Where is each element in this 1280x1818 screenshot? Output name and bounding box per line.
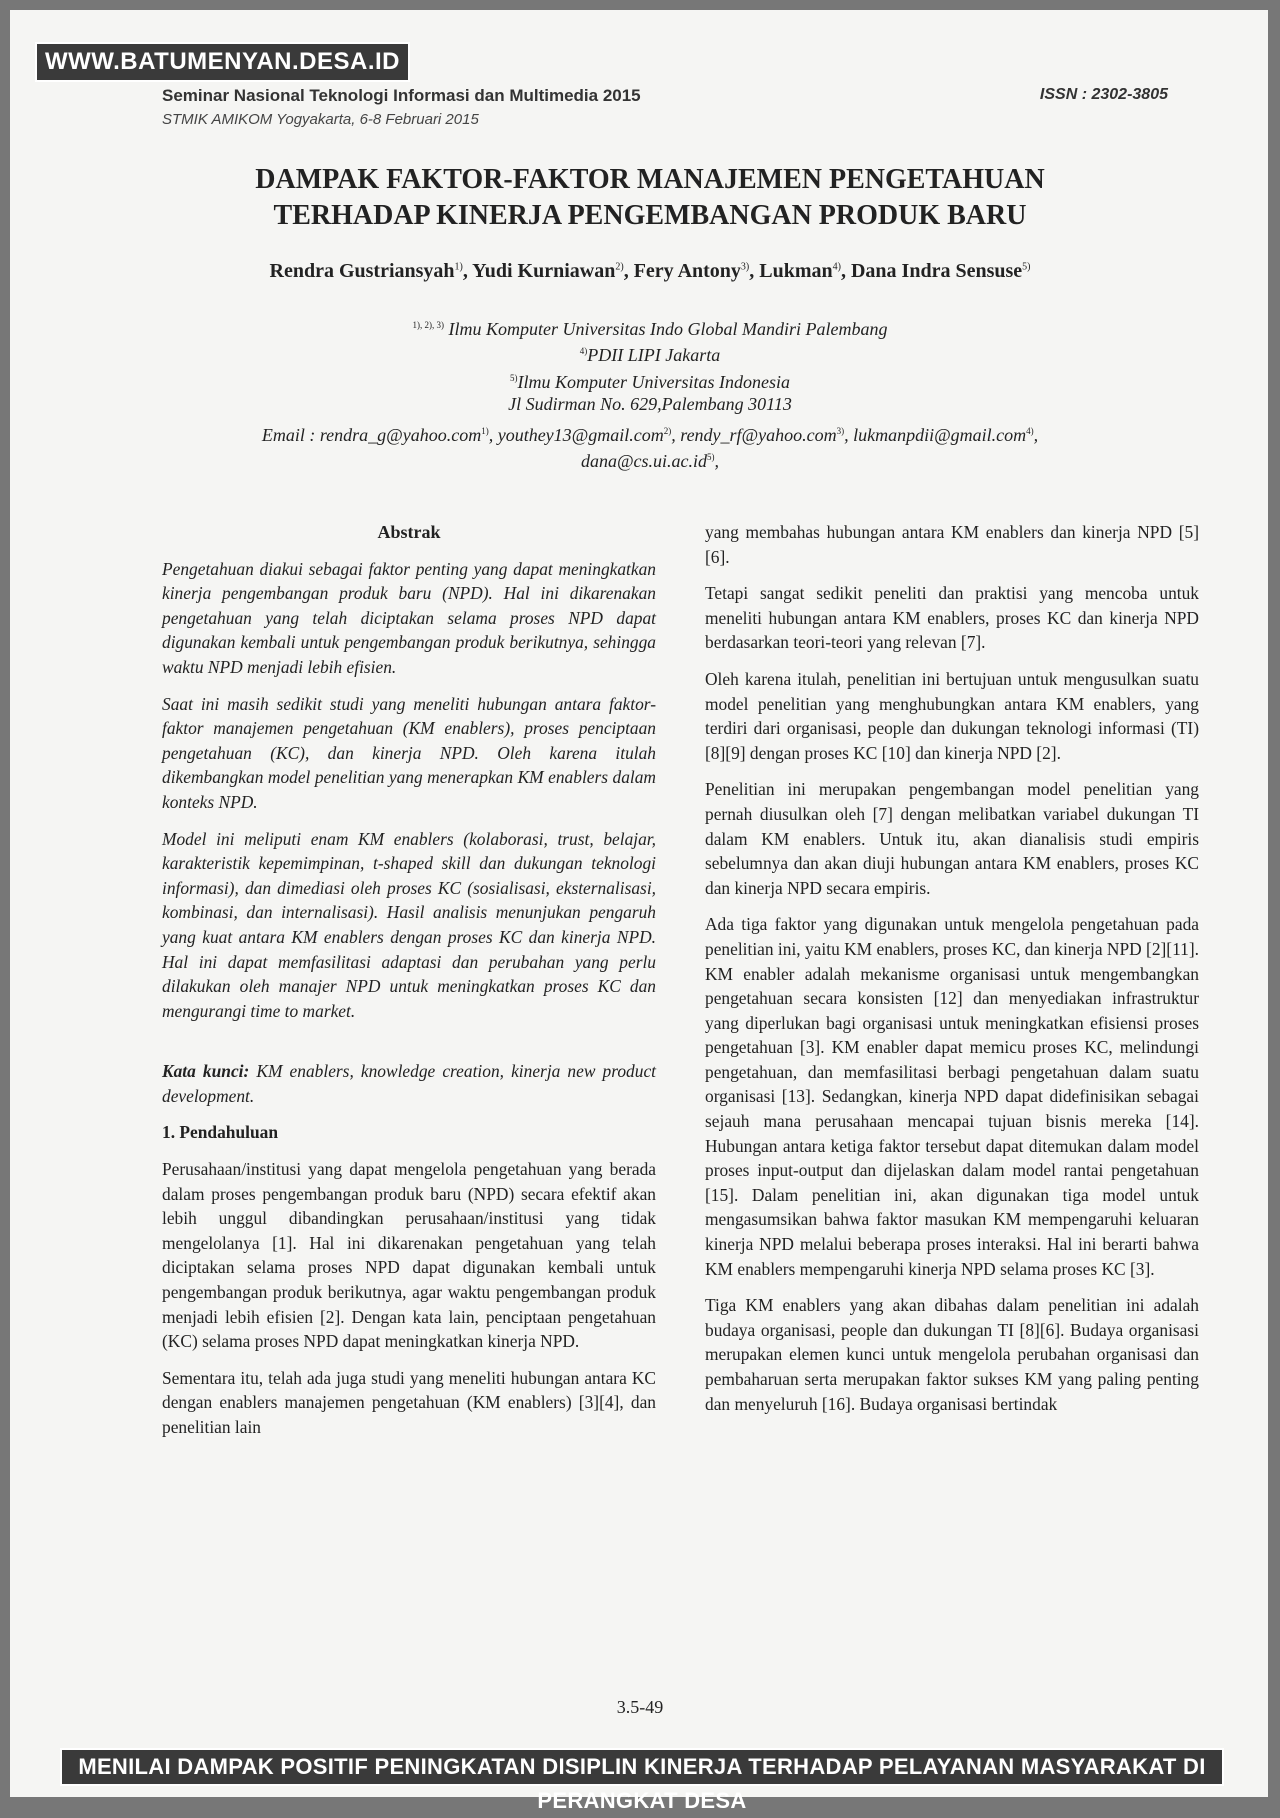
keywords: [162, 1059, 656, 1108]
author-name: Rendra Gustriansyah: [269, 260, 455, 282]
email-sep: ,: [1033, 425, 1039, 445]
body-paragraph: Sementara itu, telah ada juga studi yang meneliti hubungan antara KC dengan enablers manajemen pengetahuan (KM enablers) [3][4], dan penelitian lain: [162, 1367, 656, 1437]
page-number: 3.5-49: [616, 1697, 664, 1717]
left-column: [162, 520, 656, 1452]
affil-text: PDII LIPI Jakarta: [587, 345, 721, 365]
caption-banner: MENILAI DAMPAK POSITIF PENINGKATAN DISIPLIN KINERJA TERHADAP PELAYANAN MASYARAKAT DI PERANGKAT DESA: [60, 1748, 1224, 1786]
author-name: Fery Antony: [633, 260, 741, 282]
email-sep: ,: [714, 451, 720, 471]
author-sep: ,: [462, 260, 473, 282]
title-line-2: TERHADAP KINERJA PENGEMBANGAN PRODUK BARU: [273, 200, 1027, 231]
affil-text: Ilmu Komputer Universitas Indonesia: [517, 372, 790, 392]
author-list: [150, 260, 1150, 283]
affiliation-2: [150, 338, 1150, 368]
abstract-paragraph: Saat ini masih sedikit studi yang meneliti hubungan antara faktor-faktor manajemen pengetahuan (KM enablers), proses penciptaan pengetahuan (KC), dan kinerja NPD. Oleh karena itulah dikembangkan model penelitian yang menerapkan KM enablers dalam konteks NPD.: [162, 693, 656, 812]
email-sup: 1): [481, 426, 489, 436]
affil-sup: 4): [579, 346, 588, 356]
email-sup: 5): [707, 452, 715, 462]
conference-venue: STMIK AMIKOM Yogyakarta, 6-8 Februari 2015: [162, 111, 479, 128]
document-page: [10, 10, 1268, 1797]
keywords-text: KM enablers, knowledge creation, kinerja new product development.: [162, 1061, 656, 1106]
body-paragraph: Penelitian ini merupakan pengembangan model penelitian yang pernah diusulkan oleh [7] dengan melibatkan variabel dukungan TI dalam KM enablers. Untuk itu, akan dianalisis studi empiris sebelumnya dan akan diuji hubungan antara KM enablers, proses KC dan kinerja NPD secara empiris.: [705, 779, 1199, 898]
affil-sup: 5): [510, 373, 518, 383]
abstract-heading: Abstrak: [377, 522, 441, 542]
issn: ISSN : 2302-3805: [1039, 86, 1168, 103]
author-sup: 5): [1022, 261, 1031, 273]
email-sup: 2): [663, 426, 672, 436]
author-sep: ,: [749, 260, 760, 282]
author-sep: ,: [840, 260, 851, 282]
author-name: Yudi Kurniawan: [472, 260, 616, 282]
author-sup: 4): [832, 261, 841, 273]
email[interactable]: , youthey13@gmail.com: [488, 425, 664, 445]
section-heading: 1. Pendahuluan: [162, 1122, 278, 1143]
abstract-paragraph: Pengetahuan diakui sebagai faktor penting yang dapat meningkatkan kinerja pengembangan produk baru (NPD). Hal ini dikarenakan pengetahuan yang telah diciptakan selama proses NPD dapat digunakan kembali untuk pengembangan produk berikutnya, sehingga waktu NPD menjadi lebih efisien.: [162, 558, 656, 677]
email-sup: 4): [1026, 426, 1034, 436]
affiliation-address: Jl Sudirman No. 629,Palembang 30113: [508, 394, 792, 414]
author-sup: 2): [615, 261, 624, 273]
conference-name: Seminar Nasional Teknologi Informasi dan Multimedia 2015: [162, 86, 641, 105]
watermark-badge[interactable]: WWW.BATUMENYAN.DESA.ID: [35, 42, 410, 82]
body-paragraph: Perusahaan/institusi yang dapat mengelola pengetahuan yang berada dalam proses pengembangan produk baru (NPD) secara efektif akan lebih unggul dibandingkan perusahaan/institusi yang tidak mengelolanya [1]. Hal ini dikarenakan pengetahuan yang telah diciptakan selama proses NPD dapat digunakan kembali untuk pengembangan produk berikutnya, agar waktu pengembangan produk menjadi lebih efisien [2]. Dengan kata lain, penciptaan pengetahuan (KC) selama proses NPD dapat meningkatkan kinerja NPD.: [162, 1159, 656, 1352]
body-paragraph: yang membahas hubungan antara KM enablers dan kinerja NPD [5][6].: [705, 522, 1199, 567]
affil-text: Ilmu Komputer Universitas Indo Global Mandiri Palembang: [444, 319, 888, 339]
paper-title: [150, 162, 1150, 234]
author-sup: 1): [454, 261, 463, 273]
body-paragraph: Ada tiga faktor yang digunakan untuk mengelola pengetahuan pada penelitian ini, yaitu KM enablers, proses KC, dan kinerja NPD [2][11]. KM enabler adalah mekanisme organisasi untuk mengembangkan pengetahuan secara konsisten [12] dan menyediakan infrastruktur yang diperlukan bagi organisasi untuk meningkatkan efisiensi proses pengetahuan [3]. KM enabler dapat memicu proses KC, melindungi pengetahuan, dan memfasilitasi berbagi pengetahuan dalam suatu organisasi [13]. Sedangkan, kinerja NPD dapat didefinisikan sebagai sejauh mana perusahaan mencapai tujuan bisnis mereka [14]. Hubungan antara ketiga faktor tersebut dapat ditemukan dalam model proses input-output dan dijelaskan dalam model rantai pengetahuan [15]. Dalam penelitian ini, akan digunakan tiga model untuk mengasumsikan bahwa faktor masukan KM mempengaruhi keluaran kinerja NPD melalui beberapa proses interaksi. Hal ini berarti bahwa KM enablers mempengaruhi kinerja NPD selama proses KC [3].: [705, 914, 1199, 1279]
email[interactable]: , lukmanpdii@gmail.com: [844, 425, 1027, 445]
abstract-paragraph: Model ini meliputi enam KM enablers (kolaborasi, trust, belajar, karakteristik kepemimpinan, t-shaped skill dan dukungan teknologi informasi), dan dimediasi oleh proses KC (sosialisasi, eksternalisasi, kombinasi, dan internalisasi). Hasil analisis menunjukan pengaruh yang kuat antara KM enablers dengan proses KC dan kinerja NPD. Hal ini dapat memfasilitasi adaptasi dan perubahan yang perlu dilakukan oleh manajer NPD untuk meningkatkan proses KC dan mengurangi time to market.: [162, 828, 656, 1021]
author-sup: 3): [740, 261, 750, 273]
keywords-label: Kata kunci:: [162, 1061, 250, 1082]
body-paragraph: Tiga KM enablers yang akan dibahas dalam penelitian ini adalah budaya organisasi, people dan dukungan TI [8][6]. Budaya organisasi merupakan elemen kunci untuk mengelola perubahan organisasi dan pembaharuan serta merupakan faktor sukses KM yang paling penting dan menyeluruh [16]. Budaya organisasi bertindak: [705, 1295, 1199, 1414]
author-name: Lukman: [759, 260, 833, 282]
right-column: [705, 520, 1199, 1428]
email[interactable]: , rendy_rf@yahoo.com: [671, 425, 837, 445]
affil-sup: 1), 2), 3): [412, 320, 444, 330]
email-sup: 3): [836, 426, 845, 436]
author-name: Dana Indra Sensuse: [850, 260, 1023, 282]
email-list-2: [150, 444, 1150, 474]
title-line-1: DAMPAK FAKTOR-FAKTOR MANAJEMEN PENGETAHUAN: [255, 164, 1045, 195]
body-paragraph: Oleh karena itulah, penelitian ini bertujuan untuk mengusulkan suatu model penelitian yang menghubungkan antara KM enablers, yang terdiri dari organisasi, people dan dukungan teknologi informasi (TI) [8][9] dengan proses KC [10] dan kinerja NPD [2].: [705, 668, 1199, 763]
email[interactable]: Email : rendra_g@yahoo.com: [261, 425, 482, 445]
email[interactable]: dana@cs.ui.ac.id: [580, 451, 708, 471]
author-sep: ,: [623, 260, 634, 282]
body-paragraph: Tetapi sangat sedikit peneliti dan praktisi yang mencoba untuk meneliti hubungan antara KM enablers, proses KC dan kinerja NPD berdasarkan teori-teori yang relevan [7].: [705, 583, 1199, 653]
